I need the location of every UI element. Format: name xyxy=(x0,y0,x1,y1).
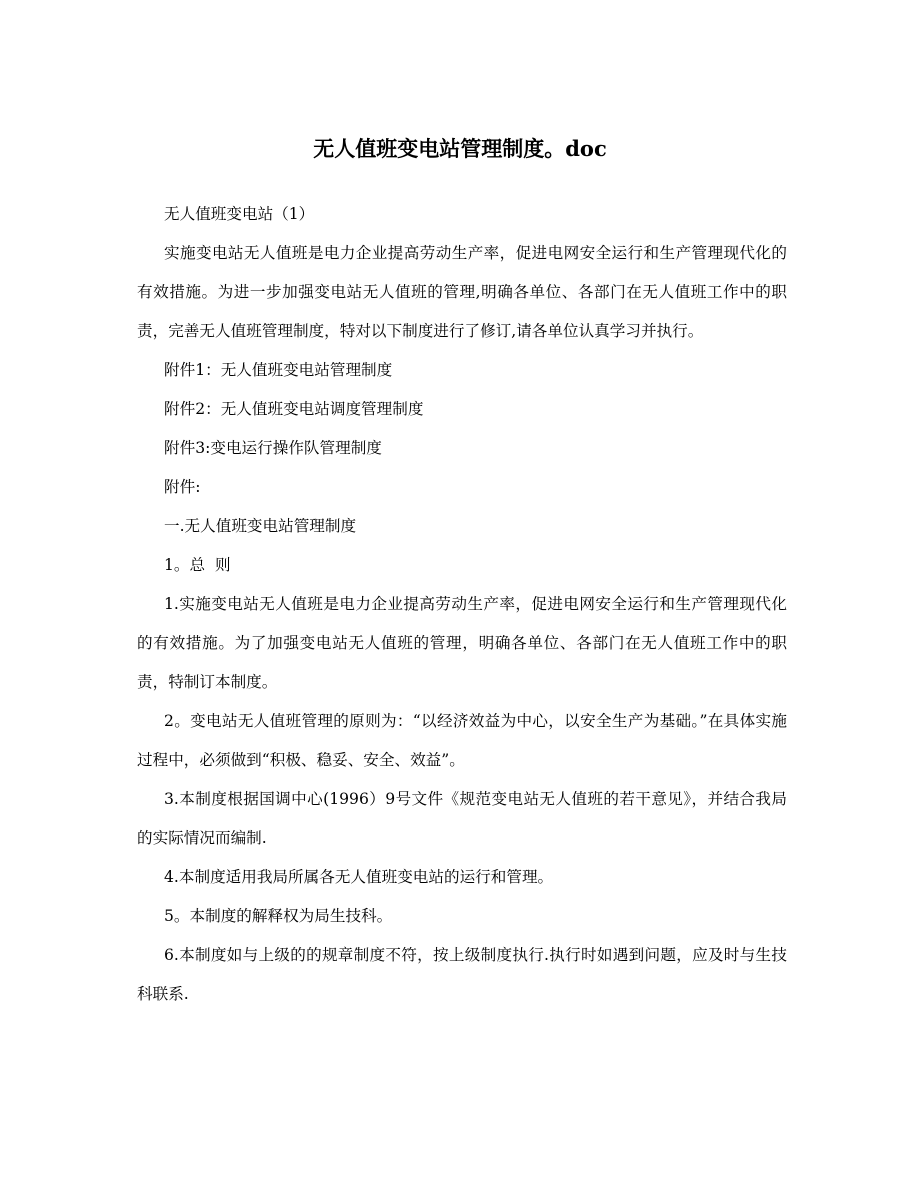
paragraph-attachment-1: 附件1：无人值班变电站管理制度 xyxy=(164,361,393,379)
section-heading: 一.无人值班变电站管理制度 xyxy=(164,517,357,535)
clause-3: 3.本制度根据国调中心(1996）9号文件《规范变电站无人值班的若干意见》，并结合我局的实际情况而编制. xyxy=(137,790,787,847)
clause-6: 6.本制度如与上级的的规章制度不符，按上级制度执行.执行时如遇到问题，应及时与生技科联系. xyxy=(137,946,787,1003)
chapter-heading: 1。总 则 xyxy=(164,556,231,574)
paragraph-attachment-heading: 附件: xyxy=(164,478,201,496)
clause-5: 5。本制度的解释权为局生技科。 xyxy=(164,907,393,925)
paragraph-subtitle: 无人值班变电站（1） xyxy=(164,205,315,223)
clause-1: 1.实施变电站无人值班是电力企业提高劳动生产率，促进电网安全运行和生产管理现代化的有效措施。为了加强变电站无人值班的管理，明确各单位、各部门在无人值班工作中的职责，特制订本制度。 xyxy=(137,595,787,691)
clause-4: 4.本制度适用我局所属各无人值班变电站的运行和管理。 xyxy=(164,868,554,886)
paragraph-attachment-3: 附件3:变电运行操作队管理制度 xyxy=(164,439,382,457)
document-body xyxy=(137,195,787,1014)
clause-2: 2。变电站无人值班管理的原则为：“以经济效益为中心，以安全生产为基础。”在具体实施过程中，必须做到“积极、稳妥、安全、效益”。 xyxy=(137,712,787,769)
paragraph-intro: 实施变电站无人值班是电力企业提高劳动生产率，促进电网安全运行和生产管理现代化的有效措施。为进一步加强变电站无人值班的管理,明确各单位、各部门在无人值班工作中的职责，完善无人值班管理制度，特对以下制度进行了修订,请各单位认真学习并执行。 xyxy=(137,244,787,340)
document-title: 无人值班变电站管理制度。doc xyxy=(313,136,607,161)
paragraph-attachment-2: 附件2：无人值班变电站调度管理制度 xyxy=(164,400,424,418)
